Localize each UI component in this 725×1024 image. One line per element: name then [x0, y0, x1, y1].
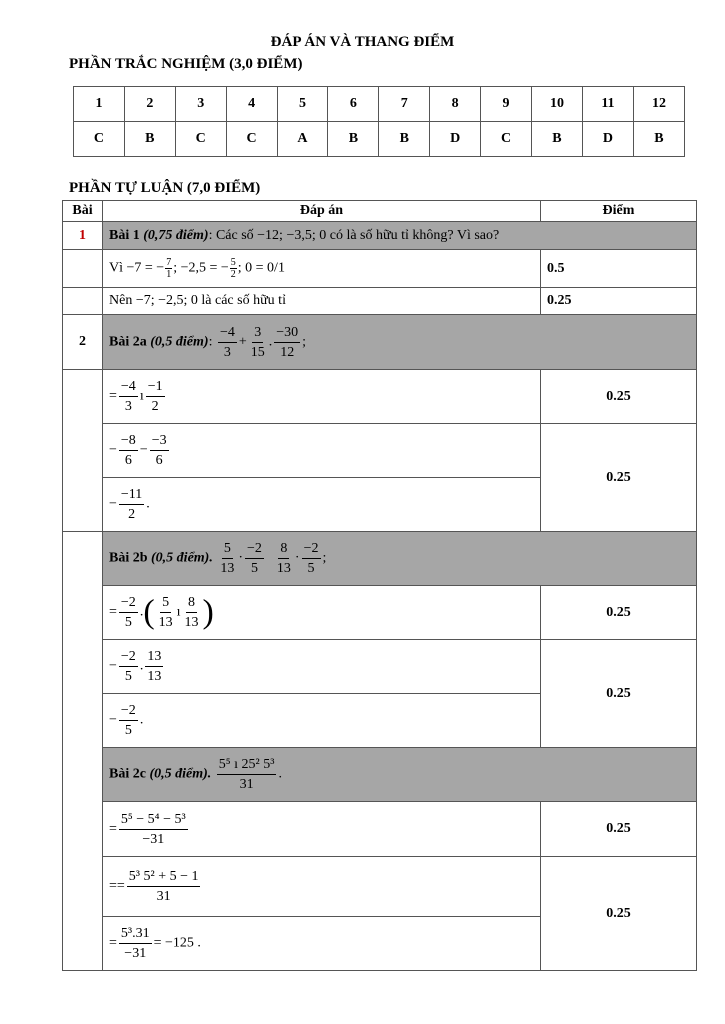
fraction: $\frac{-11}{2}$ [120, 487, 143, 522]
problem-number: 2 [63, 315, 103, 370]
answer-cell: C [481, 122, 532, 157]
fraction: $\frac{13}{13}$ [147, 649, 162, 684]
step-text: == $\frac{\text{5³ 5² + 5 − 1}}{31}$ [103, 857, 541, 917]
problem-2c-header-row [63, 748, 697, 802]
question-number: 10 [531, 87, 582, 122]
question-number: 7 [379, 87, 430, 122]
essay-answer-table [62, 200, 697, 971]
fraction: $\frac{-2}{5}$ [247, 541, 262, 576]
problem-2c-step-2 [63, 857, 697, 917]
fraction: $\frac{\text{5³ 5² + 5 − 1}}{31}$ [128, 869, 199, 904]
answer-cell: C [226, 122, 277, 157]
problem-2a-header-row [63, 315, 697, 370]
problem-label: Bài 2b [109, 550, 148, 566]
problem-number: 1 [63, 222, 103, 250]
fraction: $\frac{-8}{6}$ [120, 433, 136, 468]
question-number: 5 [277, 87, 328, 122]
header-bai: Bài [63, 201, 103, 222]
fraction: $\frac{5}{13}$ [158, 595, 173, 630]
question-number: 8 [430, 87, 481, 122]
answer-cell: A [277, 122, 328, 157]
problem-2a-step-1 [63, 370, 697, 424]
answer-row [74, 122, 685, 157]
step-text: = $\frac{-4}{3}$ ı $\frac{-1}{2}$ [103, 370, 541, 424]
problem-2a-question: Bài 2a (0,5 điểm): $\frac{-4}{3}$ + $\frac{3}{15}$ . $\frac{-30}{12}$ ; [103, 315, 697, 370]
problem-2a-step-2 [63, 424, 697, 478]
problem-2c-step-1 [63, 802, 697, 857]
header-dapan: Đáp án [103, 201, 541, 222]
step-points: 0.5 [541, 250, 697, 288]
problem-points: (0,5 điểm). [149, 766, 212, 782]
step-text: = $\frac{\text{5³.31}}{-31}$ = −125 . [103, 917, 541, 971]
fraction: $\frac{-4}{3}$ [219, 324, 235, 360]
question-number: 1 [74, 87, 125, 122]
fraction: $\frac{-2}{5}$ [303, 541, 319, 576]
step-points: 0.25 [541, 424, 697, 532]
fraction: $\frac{\text{5⁵ − 5⁴ − 5³}}{-31}$ [120, 811, 186, 847]
fraction: $\frac{\text{5³.31}}{-31}$ [120, 926, 150, 961]
answer-cell: B [633, 122, 684, 157]
problem-points: (0,5 điểm) [150, 334, 209, 350]
step-points: 0.25 [541, 857, 697, 971]
step-text: = $\frac{\text{5⁵ − 5⁴ − 5³}}{-31}$ [103, 802, 541, 857]
problem-2c-question: Bài 2c (0,5 điểm). $\frac{\text{5⁵ ı 25² 5³}}{31}$ . [103, 748, 697, 802]
question-number: 4 [226, 87, 277, 122]
fraction: $\frac{-2}{5}$ [120, 649, 136, 684]
fraction: $\frac{8}{13}$ [184, 595, 199, 630]
header-diem: Điểm [541, 201, 697, 222]
step-text: − $\frac{-11}{2}$ . [103, 478, 541, 532]
problem-1-step-1 [63, 250, 697, 288]
fraction: $\frac{-3}{6}$ [151, 433, 167, 468]
fraction: $\frac{7}{1}$ [166, 257, 172, 280]
page-title: ĐÁP ÁN VÀ THANG ĐIỂM [270, 34, 455, 50]
fraction: $\frac{5}{13}$ [220, 541, 235, 576]
problem-1-question [103, 222, 697, 250]
fraction: $\frac{-2}{5}$ [120, 703, 136, 738]
question-number-row [74, 87, 685, 122]
problem-2b-step-2 [63, 640, 697, 694]
answer-cell: D [430, 122, 481, 157]
answer-cell: D [582, 122, 633, 157]
fraction: $\frac{-2}{5}$ [120, 595, 136, 630]
problem-2b-question: Bài 2b (0,5 điểm). $\frac{5}{13}$ · $\frac{-2}{5}$ $\frac{8}{13}$ · $\frac{-2}{5}$ ; [103, 532, 697, 586]
header-row [63, 201, 697, 222]
question-number: 12 [633, 87, 684, 122]
problem-label: Bài 1 [109, 227, 140, 243]
step-points: 0.25 [541, 586, 697, 640]
fraction: $\frac{8}{13}$ [276, 541, 291, 576]
answer-cell: B [124, 122, 175, 157]
multiple-choice-answer-table [73, 86, 685, 157]
fraction: $\frac{-4}{3}$ [120, 379, 136, 414]
fraction: $\frac{-30}{12}$ [276, 324, 299, 360]
step-points: 0.25 [541, 288, 697, 315]
step-text: Nên −7; −2,5; 0 là các số hữu tỉ [103, 288, 541, 315]
problem-1-step-2 [63, 288, 697, 315]
question-number: 3 [175, 87, 226, 122]
question-number: 6 [328, 87, 379, 122]
step-text: − $\frac{-2}{5}$ . [103, 694, 541, 748]
fraction: $\frac{3}{15}$ [250, 324, 265, 360]
answer-cell: C [74, 122, 125, 157]
step-points: 0.25 [541, 802, 697, 857]
fraction: $\frac{-1}{2}$ [147, 379, 163, 414]
problem-2b-step-1 [63, 586, 697, 640]
section-multiple-choice-heading: PHẦN TRẮC NGHIỆM (3,0 ĐIỂM) [69, 56, 303, 72]
section-essay-heading: PHẦN TỰ LUẬN (7,0 ĐIỂM) [69, 180, 261, 196]
step-text: − $\frac{-8}{6}$ − $\frac{-3}{6}$ [103, 424, 541, 478]
fraction: $\frac{\text{5⁵ ı 25² 5³}}{31}$ [218, 757, 275, 792]
problem-label: Bài 2a [109, 334, 147, 350]
question-number: 11 [582, 87, 633, 122]
answer-cell: B [531, 122, 582, 157]
problem-1-header-row [63, 222, 697, 250]
fraction: $\frac{5}{2}$ [230, 257, 236, 280]
problem-text: : Các số −12; −3,5; 0 có là số hữu tỉ không? Vì sao? [208, 227, 500, 243]
step-points: 0.25 [541, 370, 697, 424]
problem-2b-header-row [63, 532, 697, 586]
answer-cell: B [328, 122, 379, 157]
problem-label: Bài 2c [109, 766, 146, 782]
step-points: 0.25 [541, 640, 697, 748]
answer-cell: C [175, 122, 226, 157]
question-number: 9 [481, 87, 532, 122]
problem-points: (0,75 điểm) [143, 227, 209, 243]
problem-points: (0,5 điểm). [151, 550, 213, 566]
step-text: − $\frac{-2}{5}$ . $\frac{13}{13}$ [103, 640, 541, 694]
answer-cell: B [379, 122, 430, 157]
step-text: Vì −7 = − $\frac{7}{1}$ ; −2,5 = − $\frac{5}{2}$ ; 0 = 0/1 [103, 250, 541, 288]
question-number: 2 [124, 87, 175, 122]
step-text: = $\frac{-2}{5}$ .( $\frac{5}{13}$ ı $\frac{8}{13}$ ) [103, 586, 541, 640]
